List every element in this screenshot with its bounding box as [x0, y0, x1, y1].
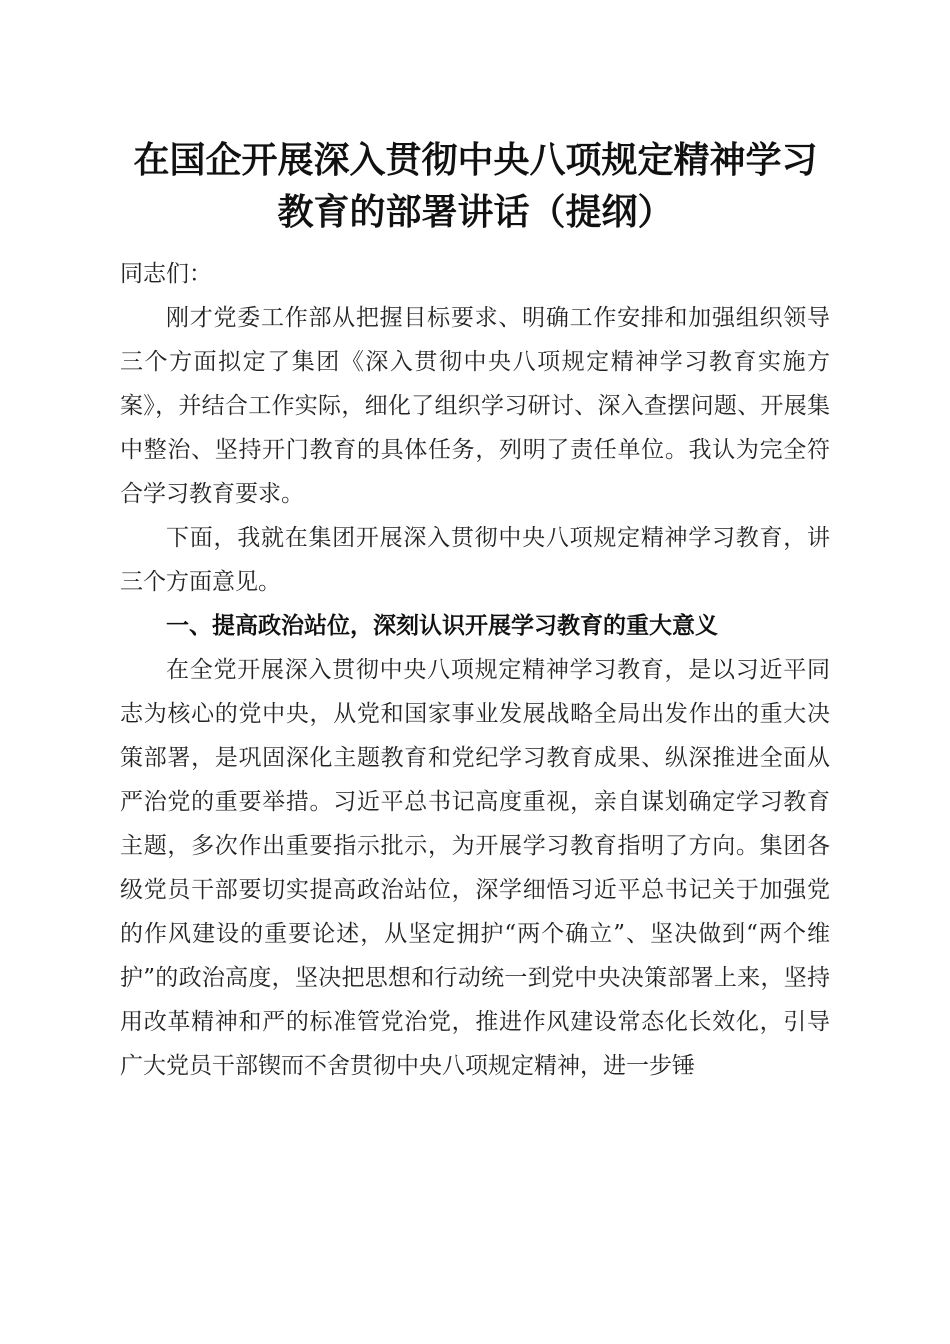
paragraph-intro: 刚才党委工作部从把握目标要求、明确工作安排和加强组织领导三个方面拟定了集团《深入贯彻中央八项规定精神学习教育实施方案》，并结合工作实际，细化了组织学习研讨、深入查摆问题、开展集中整治、坚持开门教育的具体任务，列明了责任单位。我认为完全符合学习教育要求。: [120, 305, 830, 507]
salutation: 同志们：: [120, 261, 212, 287]
section-paragraph: 在全党开展深入贯彻中央八项规定精神学习教育，是以习近平同志为核心的党中央，从党和国家事业发展战略全局出发作出的重大决策部署，是巩固深化主题教育和党纪学习教育成果、纵深推进全面从严治党的重要举措。习近平总书记高度重视，亲自谋划确定学习教育主题，多次作出重要指示批示，为开展学习教育指明了方向。集团各级党员干部要切实提高政治站位，深学细悟习近平总书记关于加强党的作风建设的重要论述，从坚定拥护“两个确立”、坚决做到“两个维护”的政治高度，坚决把思想和行动统一到党中央决策部署上来，坚持用改革精神和严的标准管党治党，推进作风建设常态化长效化，引导广大党员干部锲而不舍贯彻中央八项规定精神，进一步锤: [120, 657, 830, 1079]
document-title: 在国企开展深入贯彻中央八项规定精神学习教育的部署讲话（提纲）: [133, 139, 818, 233]
document-body: [120, 252, 830, 1088]
paragraph-transition: 下面，我就在集团开展深入贯彻中央八项规定精神学习教育，讲三个方面意见。: [120, 525, 830, 595]
section-heading: 一、提高政治站位，深刻认识开展学习教育的重大意义: [166, 613, 718, 639]
